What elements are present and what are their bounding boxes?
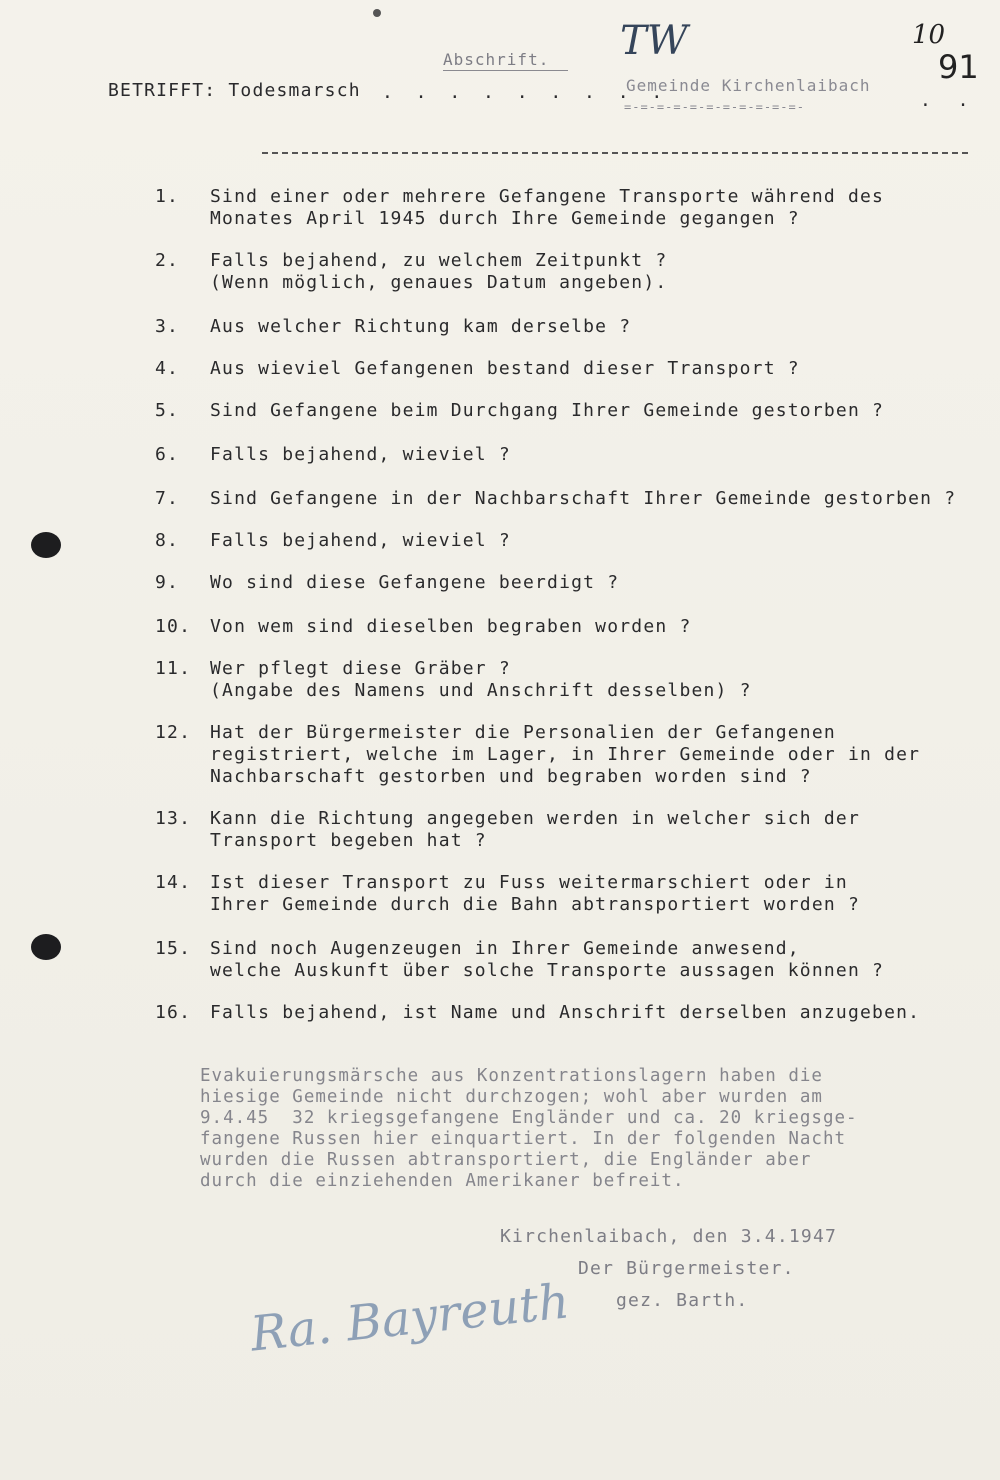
question-text: Von wem sind dieselben begraben worden ? bbox=[210, 616, 692, 637]
question-number: 1. bbox=[155, 186, 180, 207]
question-item bbox=[155, 186, 955, 230]
question-number: 13. bbox=[155, 808, 192, 829]
question-number: 11. bbox=[155, 658, 192, 679]
question-item bbox=[155, 530, 955, 552]
question-item bbox=[155, 444, 955, 466]
question-text: Falls bejahend, wieviel ? bbox=[210, 530, 511, 551]
question-text: Falls bejahend, wieviel ? bbox=[210, 444, 511, 465]
question-text: Sind Gefangene beim Durchgang Ihrer Gemeinde gestorben ? bbox=[210, 400, 885, 421]
document-title: Abschrift. bbox=[443, 50, 550, 69]
subject-line: BETRIFFT: Todesmarsch bbox=[108, 80, 361, 101]
question-text: Hat der Bürgermeister die Personalien der Gefangenen registriert, welche im Lager, in Ihrer Gemeinde oder in der Nachbarschaft gestorben und begraben worden sind ? bbox=[210, 722, 921, 787]
question-number: 9. bbox=[155, 572, 180, 593]
stamped-page-number: 91 bbox=[938, 48, 979, 86]
question-number: 8. bbox=[155, 530, 180, 551]
question-item bbox=[155, 872, 955, 916]
question-item bbox=[155, 316, 955, 338]
mayor-title: Der Bürgermeister. bbox=[578, 1258, 795, 1279]
question-number: 2. bbox=[155, 250, 180, 271]
question-number: 16. bbox=[155, 1002, 192, 1023]
handwritten-signature: Ra. Bayreuth bbox=[247, 1273, 572, 1363]
question-item bbox=[155, 1002, 955, 1024]
question-text: Kann die Richtung angegeben werden in welcher sich der Transport begeben hat ? bbox=[210, 808, 860, 851]
municipality-underline: =-=-=-=-=-=-=-=-=-=-=- bbox=[624, 100, 805, 114]
title-underline bbox=[443, 70, 568, 71]
question-text: Wer pflegt diese Gräber ? (Angabe des Namens und Anschrift desselben) ? bbox=[210, 658, 752, 701]
question-number: 6. bbox=[155, 444, 180, 465]
handwritten-initials: TW bbox=[620, 18, 688, 64]
response-note: Evakuierungsmärsche aus Konzentrationslagern haben die hiesige Gemeinde nicht durchzogen; wohl aber wurden am 9.4.45 32 kriegsgefangene Engländer und ca. 20 kriegsge- fangene Russen hier einquartiert. In der folgenden Nacht wurden die Russen abtransportiert, die Engländer aber durch die einziehenden Amerikaner befreit. bbox=[200, 1066, 858, 1191]
right-dots: . . bbox=[920, 90, 977, 111]
question-text: Ist dieser Transport zu Fuss weitermarschiert oder in Ihrer Gemeinde durch die Bahn abtransportiert worden ? bbox=[210, 872, 860, 915]
question-number: 10. bbox=[155, 616, 192, 637]
question-number: 4. bbox=[155, 358, 180, 379]
question-text: Aus welcher Richtung kam derselbe ? bbox=[210, 316, 632, 337]
pin-mark bbox=[373, 9, 381, 17]
question-text: Falls bejahend, ist Name und Anschrift derselben anzugeben. bbox=[210, 1002, 921, 1023]
question-item bbox=[155, 488, 955, 510]
question-text: Sind Gefangene in der Nachbarschaft Ihrer Gemeinde gestorben ? bbox=[210, 488, 957, 509]
question-number: 7. bbox=[155, 488, 180, 509]
question-item bbox=[155, 938, 955, 982]
question-text: Aus wieviel Gefangenen bestand dieser Transport ? bbox=[210, 358, 800, 379]
question-number: 3. bbox=[155, 316, 180, 337]
punch-hole-top bbox=[31, 532, 61, 558]
separator-rule bbox=[262, 152, 968, 154]
question-number: 14. bbox=[155, 872, 192, 893]
place-date: Kirchenlaibach, den 3.4.1947 bbox=[500, 1226, 838, 1247]
question-item bbox=[155, 722, 955, 788]
question-text: Sind einer oder mehrere Gefangene Transporte während des Monates April 1945 durch Ihre Gemeinde gegangen ? bbox=[210, 186, 885, 229]
subject-dots: . . . . . . . . . bbox=[382, 82, 669, 103]
question-item bbox=[155, 250, 955, 294]
question-text: Wo sind diese Gefangene beerdigt ? bbox=[210, 572, 620, 593]
question-text: Falls bejahend, zu welchem Zeitpunkt ? (Wenn möglich, genaues Datum angeben). bbox=[210, 250, 668, 293]
signature-typed: gez. Barth. bbox=[616, 1290, 749, 1311]
question-item bbox=[155, 572, 955, 594]
question-number: 12. bbox=[155, 722, 192, 743]
punch-hole-bottom bbox=[31, 934, 61, 960]
question-item bbox=[155, 616, 955, 638]
handwritten-page-number: 10 bbox=[912, 20, 946, 50]
question-item bbox=[155, 358, 955, 380]
question-number: 15. bbox=[155, 938, 192, 959]
question-item bbox=[155, 808, 955, 852]
municipality-name: Gemeinde Kirchenlaibach bbox=[626, 76, 871, 95]
question-item bbox=[155, 658, 955, 702]
question-text: Sind noch Augenzeugen in Ihrer Gemeinde anwesend, welche Auskunft über solche Transporte aussagen können ? bbox=[210, 938, 885, 981]
question-item bbox=[155, 400, 955, 422]
question-number: 5. bbox=[155, 400, 180, 421]
